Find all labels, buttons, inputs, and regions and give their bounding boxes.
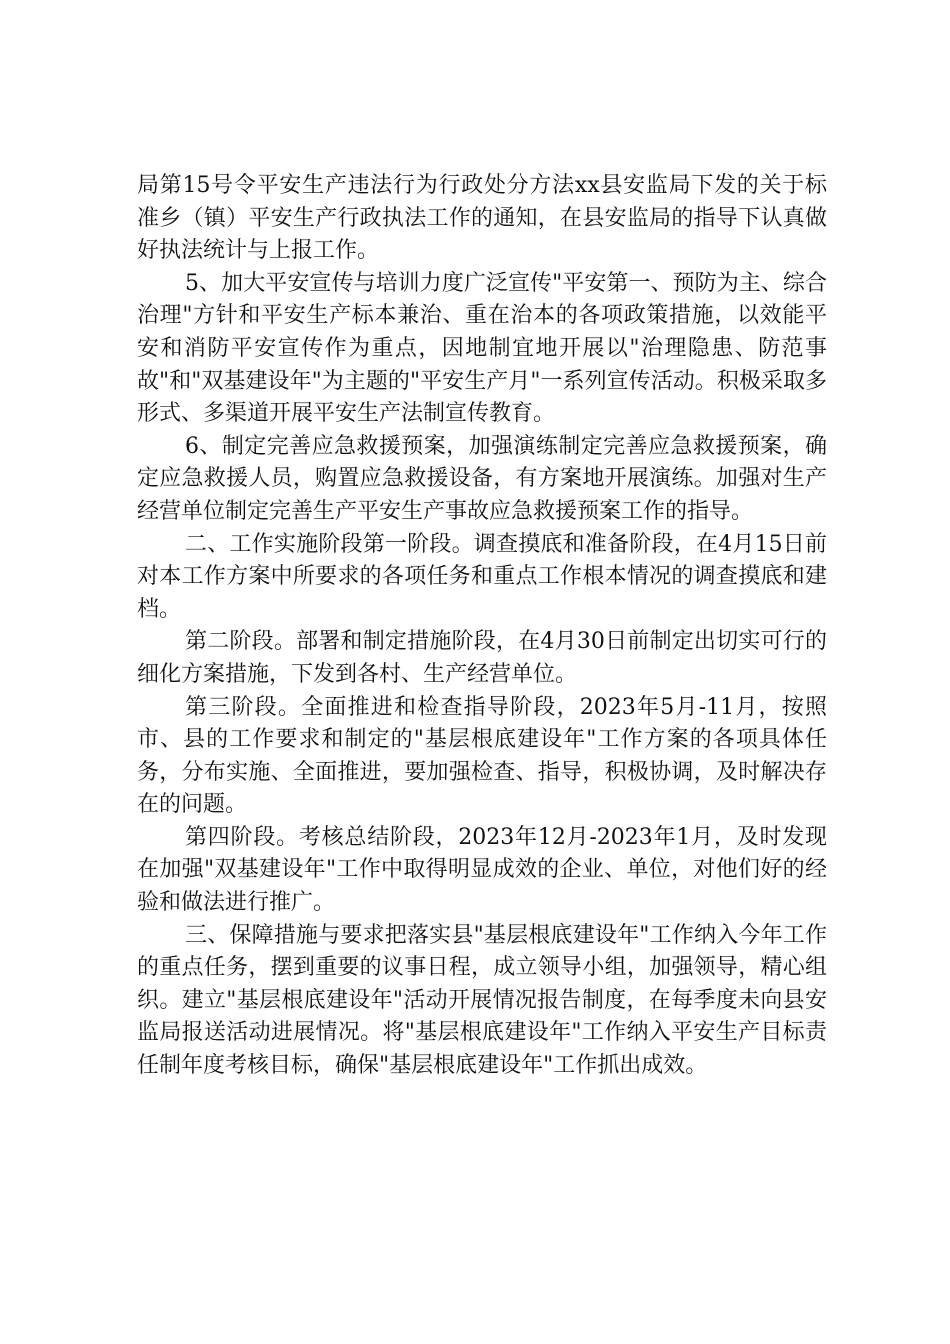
paragraph-5: 第二阶段。部署和制定措施阶段，在4月30日前制定出切实可行的细化方案措施，下发到各村、生产经营单位。 (137, 629, 827, 687)
paragraph-3: 6、制定完善应急救援预案，加强演练制定完善应急救援预案，确定应急救援人员，购置应急救援设备，有方案地开展演练。加强对生产经营单位制定完善生产平安生产事故应急救援预案工作的指导。 (137, 433, 827, 524)
document-body (137, 170, 827, 1083)
paragraph-7: 第四阶段。考核总结阶段，2023年12月-2023年1月，及时发现在加强"双基建设年"工作中取得明显成效的企业、单位，对他们好的经验和做法进行推广。 (137, 824, 827, 916)
paragraph-4: 二、工作实施阶段第一阶段。调查摸底和准备阶段，在4月15日前对本工作方案中所要求的各项任务和重点工作根本情况的调查摸底和建档。 (137, 531, 827, 622)
paragraph-6: 第三阶段。全面推进和检查指导阶段，2023年5月-11月，按照市、县的工作要求和制定的"基层根底建设年"工作方案的各项具体任务，分布实施、全面推进，要加强检查、指导，积极协调，及时解决存在的问题。 (137, 694, 827, 818)
paragraph-8: 三、保障措施与要求把落实县"基层根底建设年"工作纳入今年工作的重点任务，摆到重要的议事日程，成立领导小组，加强领导，精心组织。建立"基层根底建设年"活动开展情况报告制度，在每季度未向县安监局报送活动进展情况。将"基层根底建设年"工作纳入平安生产目标责任制年度考核目标，确保"基层根底建设年"工作抓出成效。 (137, 922, 827, 1079)
paragraph-2: 5、加大平安宣传与培训力度广泛宣传"平安第一、预防为主、综合治理"方针和平安生产标本兼治、重在治本的各项政策措施，以效能平安和消防平安宣传作为重点，因地制宜地开展以"治理隐患、防范事故"和"双基建设年"为主题的"平安生产月"一系列宣传活动。积极采取多形式、多渠道开展平安生产法制宣传教育。 (137, 270, 827, 427)
paragraph-1: 局第15号令平安生产违法行为行政处分方法xx县安监局下发的关于标准乡（镇）平安生产行政执法工作的通知，在县安监局的指导下认真做好执法统计与上报工作。 (137, 173, 827, 264)
